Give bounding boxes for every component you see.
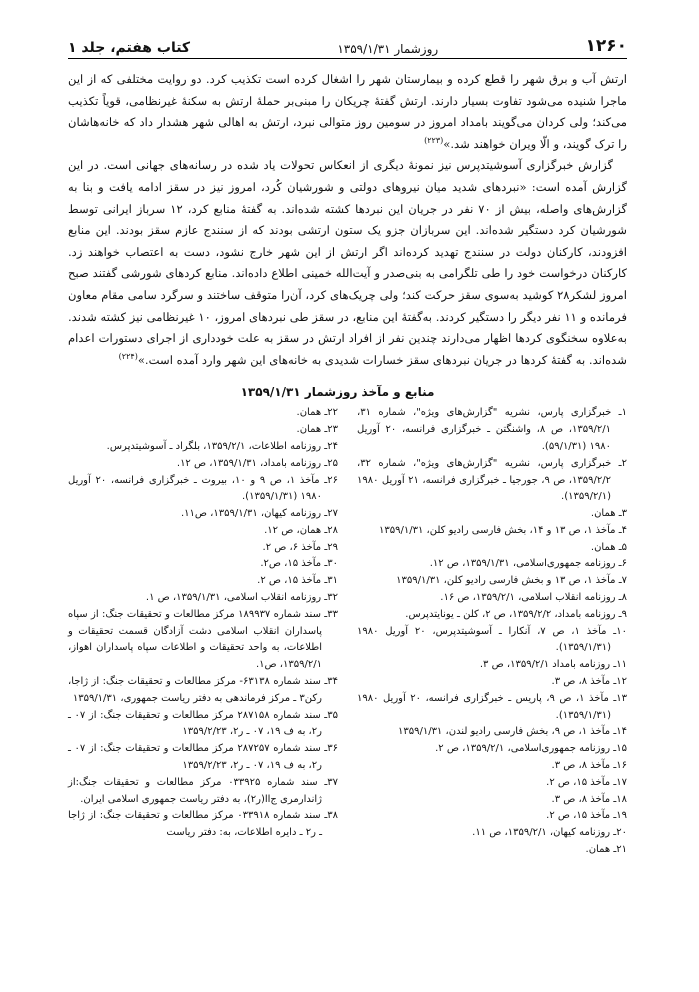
source-entry: ۱۷ـ مآخذ ۱۵، ص ۲.: [546, 776, 627, 788]
book-title: کتاب هفتم، جلد ۱: [68, 40, 191, 56]
source-entry: ۲۴ـ روزنامه اطلاعات، ۱۳۵۹/۲/۱، بلگراد ـ آسوشیتدپرس.: [106, 440, 338, 452]
source-entry: ۲۵ـ روزنامه بامداد، ۱۳۵۹/۱/۳۱، ص ۱۲.: [176, 457, 338, 469]
source-entry: ۲۱ـ همان.: [585, 844, 627, 856]
sources-column-left: [68, 405, 338, 859]
source-entry: ۲۹ـ مآخذ ۶، ص ۲.: [262, 541, 338, 553]
source-entry: ۲۳ـ همان.: [296, 424, 338, 436]
source-entry: ۷ـ مآخذ ۱، ص ۱۳ و بخش فارسی رادیو کلن، ۱۳۵۹/۱/۳۱: [396, 575, 627, 587]
source-entry: ۳۵ـ سند شماره ۲۸۷۱۵۸ مرکز مطالعات و تحقیقات جنگ: از ۰۷ ـ ر۲، به ف ۱۹، ۰۷ ـ ر۲، ۱۳۵۹/۲/۲۳: [68, 709, 338, 738]
source-entry: ۳۴ـ سند شماره ۶۳۱۳۸- مرکز مطالعات و تحقیقات جنگ: از ژاجا، رکن۳ ـ مرکز فرماندهی به دفتر ریاست جمهوری، ۱۳۵۹/۱/۳۱: [68, 676, 338, 704]
sources-list: [68, 405, 627, 859]
header-rule: [68, 58, 627, 59]
source-entry: ۲۷ـ روزنامه کیهان، ۱۳۵۹/۱/۳۱، ص۱۱.: [180, 508, 338, 520]
source-entry: ۳۶ـ سند شماره ۲۸۷۲۵۷ مرکز مطالعات و تحقیقات جنگ: از ۰۷ ـ ر۲، به ف ۱۹، ۰۷ ـ ر۲، ۱۳۵۹/۲/۲۳: [68, 743, 338, 772]
source-entry: ۶ـ روزنامه جمهوری‌اسلامی، ۱۳۵۹/۱/۳۱، ص ۱۲.: [429, 558, 627, 570]
source-entry: ۱۱ـ روزنامه بامداد ۱۳۵۹/۲/۱، ص ۳.: [479, 659, 627, 671]
page-number: ۱۲۶۰: [585, 36, 627, 56]
source-entry: ۳۸ـ سند شماره ۰۳۳۹۱۸ مرکز مطالعات و تحقیقات جنگ: از ژاجا ـ ر۲ ـ دایره اطلاعات، به: دفتر ریاست: [68, 810, 339, 839]
source-entry: ۹ـ روزنامه بامداد، ۱۳۵۹/۲/۲، ص ۲، کلن ـ یونایتدپرس.: [405, 608, 627, 620]
source-entry: ۲ـ خبرگزاری پارس، نشریه "گزارش‌های ویژه"، شماره ۳۲، ۱۳۵۹/۲/۲، ص ۹، جورجیا ـ خبرگزاری فرانسه، ۲۱ آوریل ۱۹۸۰ (۱۳۵۹/۲/۱).: [357, 457, 627, 503]
chronology-date-label: روزشمار ۱۳۵۹/۱/۳۱: [337, 42, 439, 56]
source-entry: ۲۶ـ مآخذ ۱، ص ۹ و ۱۰، بیروت ـ خبرگزاری فرانسه، ۲۰ آوریل ۱۹۸۰ (۱۳۵۹/۱/۳۱).: [68, 474, 338, 503]
source-entry: ۱۳ـ مآخذ ۱، ص ۹، پاریس ـ خبرگزاری فرانسه، ۲۰ آوریل ۱۹۸۰ (۱۳۵۹/۱/۳۱).: [357, 692, 628, 721]
source-entry: ۳۳ـ سند شماره ۱۸۹۹۳۷ مرکز مطالعات و تحقیقات جنگ: از سپاه پاسداران انقلاب اسلامی دشت آزادگان قسمت تحقیقات و اطلاعات، به واحد تحقیقات و اطلاعات سپاه پاسداران اهواز، ۱۳۵۹/۲/۱، ص۱.: [68, 608, 338, 671]
footnote-ref: (۲۲۳): [424, 135, 444, 145]
source-entry: ۱ـ خبرگزاری پارس، نشریه "گزارش‌های ویژه"، شماره ۳۱، ۱۳۵۹/۲/۱، ص ۸، واشنگتن ـ خبرگزاری فرانسه، ۲۰ آوریل ۱۹۸۰ (۵۹/۱/۳۱).: [357, 407, 627, 452]
source-entry: ۲۲ـ همان.: [296, 407, 338, 419]
source-entry: ۵ـ همان.: [590, 541, 627, 553]
source-entry: ۴ـ مآخذ ۱، ص ۱۳ و ۱۴، بخش فارسی رادیو کلن، ۱۳۵۹/۱/۳۱: [379, 524, 627, 536]
source-entry: ۳۱ـ مآخذ ۱۵، ص ۲.: [257, 575, 338, 587]
source-entry: ۱۵ـ روزنامه جمهوری‌اسلامی، ۱۳۵۹/۲/۱، ص ۲.: [435, 743, 627, 755]
footnote-ref: (۲۲۴): [118, 351, 138, 361]
source-entry: ۳۰ـ مآخذ ۱۵، ص۲.: [260, 558, 338, 570]
sources-heading: منابع و مآخذ روزشمار ۱۳۵۹/۱/۳۱: [240, 385, 435, 400]
source-entry: ۱۰ـ مآخذ ۱، ص ۷، آنکارا ـ آسوشیتدپرس، ۲۰ آوریل ۱۹۸۰ (۱۳۵۹/۱/۳۱).: [357, 625, 627, 654]
source-entry: ۲۰ـ روزنامه کیهان، ۱۳۵۹/۲/۱، ص ۱۱.: [472, 827, 627, 839]
paragraph-text: ارتش آب و برق شهر را قطع کرده و بیمارستان شهر را اشغال کرده است تکذیب کرد. دو روایت مختلفی که از این ماجرا شنیده می‌شود تفاوت بسیار دارند. ارتش گفتهٔ چریکان را مبنی‌بر حملهٔ ارتش به سکنهٔ غیرنظامی، قویاً تکذیب می‌کند؛ ولی کردان می‌گویند بامداد امروز در سومین روز متوالی نبرد، ارتش به اهالی شهر هشدار داد که خانه‌هاشان را ترک گویند، و الّا ویران خواهند شد.»: [68, 72, 627, 151]
source-entry: ۸ـ روزنامه انقلاب اسلامی، ۱۳۵۹/۲/۱، ص ۱۶.: [440, 592, 627, 604]
source-entry: ۲۸ـ همان، ص ۱۲.: [264, 524, 338, 536]
sources-column-right: [357, 405, 627, 859]
source-entry: ۱۴ـ مآخذ ۱، ص ۹، بخش فارسی رادیو لندن، ۱۳۵۹/۱/۳۱: [397, 726, 627, 738]
source-entry: ۳ـ همان.: [590, 508, 627, 520]
source-entry: ۱۶ـ مآخذ ۸، ص ۳.: [551, 760, 627, 772]
paragraph-text: گزارش خبرگزاری آسوشیتدپرس نیز نمونهٔ دیگری از انعکاس تحولات یاد شده در رسانه‌های جهانی است. در این گزارش آمده است: «نبردهای شدید میان نیروهای دولتی و شورشیان کُرد، امروز نیز در سقز ادامه یافت و بنا به گزارش‌های واصله، بیش از ۷۰ نفر در جریان این نبردها کشته شده‌اند. به گفتهٔ منابع کرد، ۱۲ سرباز ایرانی توسط شورشیان کرد دستگیر شده‌اند. این سربازان جزو یک ستون ارتشی بودند که از سنندج عازم سقز بودند. این منابع افزودند، کارکنان دولت در سنندج تهدید کرده‌اند اگر ارتش از این شهر خارج نشود، دست به اعتصاب خواهند زد. کارکنان درخواست خود را طی تلگرامی به بنی‌صدر و آیت‌الله خمینی اطلاع داده‌اند. منابع کردهای شورشی گفتند صبح امروز لشکر۲۸ کوشید به‌سوی سقز حرکت کند؛ ولی چریک‌های کرد، آن‌را متوقف ساختند و سرگرد سامی مقام معاون فرمانده و ۱۱ نفر دیگر را دستگیر کردند. به‌گفتهٔ این منابع، در سقز طی نبردهای امروز، ۱۰ غیرنظامی نیز کشته شدند. به‌علاوه سخنگوی کردها اظهار می‌دارند چندین نفر از افراد ارتش در سقز به علت خودداری از اجرای دستورات اعدام شده‌اند. به گفتهٔ کردها در جریان نبردهای سقز خسارات شدیدی به خانه‌های این شهر وارد آمده است.»: [68, 158, 628, 367]
source-entry: ۱۹ـ مآخذ ۱۵، ص ۲.: [546, 810, 627, 822]
main-text: [68, 69, 627, 371]
source-entry: ۱۸ـ مآخذ ۸، ص ۳.: [551, 793, 627, 805]
source-entry: ۳۷ـ سند شماره ۰۳۳۹۲۵ مرکز مطالعات و تحقیقات جنگ:از ژاندارمری ج‌ا‌ا(ر۲)، به دفتر ریاست جمهوری اسلامی ایران.: [68, 776, 338, 805]
source-entry: ۱۲ـ مآخذ ۸، ص ۳.: [551, 676, 627, 688]
source-entry: ۳۲ـ روزنامه انقلاب اسلامی، ۱۳۵۹/۱/۳۱، ص ۱.: [145, 592, 338, 604]
paragraph: [68, 155, 627, 371]
paragraph: [68, 69, 627, 155]
running-head: [68, 30, 627, 56]
